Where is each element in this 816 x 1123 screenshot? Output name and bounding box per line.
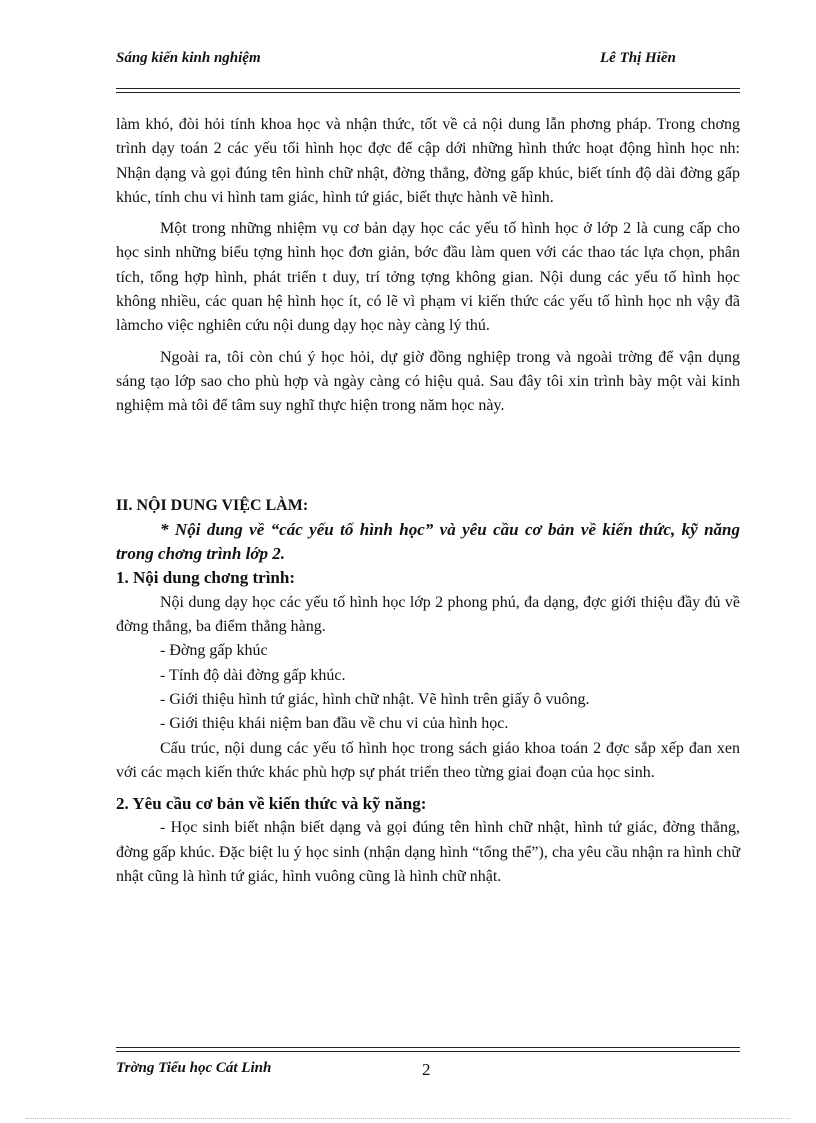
paragraph-2: Một trong những nhiệm vụ cơ bản dạy học các yếu tố hình học ở lớp 2 là cung cấp cho học sinh những biểu tợng hình học đơn giản, bớc đầu làm quen với các thao tác lựa chọn, phân tích, tổng hợp hình, phát triển t duy, trí tởng tợng không gian. Nội dung các yếu tố hình học không nhiều, các quan hệ hình học ít, có lẽ vì phạm vi kiến thức các yếu tố hình học nh vậy đã làmcho việc nghiên cứu nội dung dạy học này càng lý thú. [116, 220, 740, 335]
paragraph-5: Cấu trúc, nội dung các yếu tố hình học trong sách giáo khoa toán 2 đợc sắp xếp đan xen với các mạch kiến thức khác phù hợp sự phát triển theo từng giai đoạn của học sinh. [116, 739, 740, 781]
page-number: 2 [422, 1060, 431, 1079]
footer-school: Trờng Tiểu học Cát Linh [116, 1060, 272, 1076]
page-bottom-border [26, 1118, 790, 1119]
list-item: - Giới thiệu khái niệm ban đầu về chu vi của hình học. [160, 715, 509, 733]
header-title: Sáng kiến kinh nghiệm [116, 50, 261, 66]
section-2-title: II. NỘI DUNG VIỆC LÀM: [116, 496, 309, 514]
paragraph-4: Nội dung dạy học các yếu tố hình học lớp 2 phong phú, đa dạng, đợc giới thiệu đầy đủ về đờng thẳng, ba điểm thẳng hàng. [116, 593, 740, 636]
spacer [116, 426, 740, 494]
footer-rule-bottom [116, 1051, 740, 1052]
list-item: - Đờng gấp khúc [160, 642, 268, 660]
paragraph-3: Ngoài ra, tôi còn chú ý học hỏi, dự giờ đồng nghiệp trong và ngoài trờng để vận dụng sáng tạo lớp sao cho phù hợp và ngày càng có hiệu quả. Sau đây tôi xin trình bày một vài kinh nghiệm mà tôi để tâm suy nghĩ thực hiện trong năm học này. [116, 348, 740, 415]
section-2-subtitle: * Nội dung về “các yếu tố hình học” và yêu cầu cơ bản về kiến thức, kỹ năng trong chơng trình lớp 2. [116, 519, 740, 564]
list-item: - Giới thiệu hình tứ giác, hình chữ nhật. Vẽ hình trên giấy ô vuông. [160, 690, 590, 708]
page-body [116, 113, 740, 896]
header-author: Lê Thị Hiền [600, 50, 676, 66]
paragraph-1: làm khó, đòi hỏi tính khoa học và nhận thức, tốt về cả nội dung lẫn phơng pháp. Trong chơng trình dạy toán 2 các yếu tối hình học đợc để cập dới những hình thức hoạt động hình học nh: Nhận dạng và gọi đúng tên hình chữ nhật, đờng thẳng, đờng gấp khúc, biết tính độ dài đờng gấp khúc, tính chu vi hình tam giác, hình tứ giác, biết thực hành vẽ hình. [116, 116, 740, 206]
header-rule-top [116, 88, 740, 89]
heading-content-program: 1. Nội dung chơng trình: [116, 568, 295, 588]
page-footer [116, 1060, 740, 1082]
heading-requirements: 2. Yêu cầu cơ bản về kiến thức và kỹ năng: [116, 794, 427, 814]
list-item: - Tính độ dài đờng gấp khúc. [160, 666, 346, 684]
page-header [116, 50, 740, 72]
header-rule-bottom [116, 92, 740, 93]
footer-rule-top [116, 1047, 740, 1048]
paragraph-6: - Học sinh biết nhận biết dạng và gọi đúng tên hình chữ nhật, hình tứ giác, đờng thẳng, đờng gấp khúc. Đặc biệt lu ý học sinh (nhận dạng hình “tổng thể”), cha yêu cầu nhận ra hình chữ nhật cũng là hình tứ giác, hình vuông cũng là hình chữ nhật. [116, 819, 740, 886]
